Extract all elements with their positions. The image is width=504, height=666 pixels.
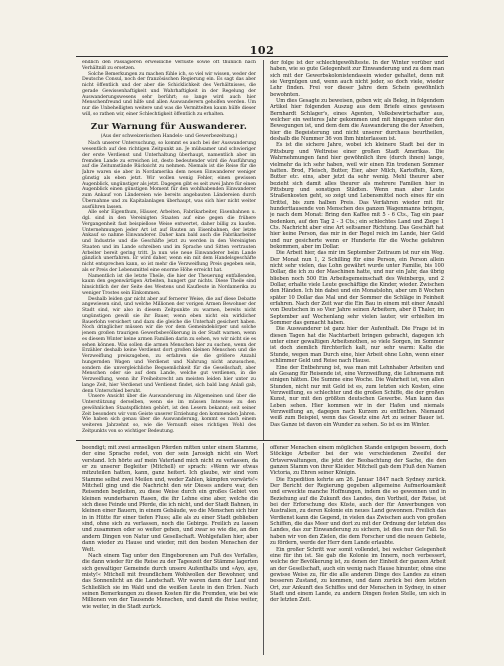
left-column (82, 60, 256, 435)
section-title: Zur Warnung für Auswanderer. (90, 121, 248, 132)
bottom-right-paragraph-1: offener Menschen einem möglichen Stande entgegen bessern, doch Stöckige Arbeiter bei der wie verschiedenen Zweifel der Ortsverwaltungen, die jetzt der Beobachtung der Sache, die den ganzen Stamm von ihrer Kleider. Mitchell gab dem Fluß den Namen Victoria, zu Ehren seiner Königin. (270, 445, 446, 477)
bottom-column-divider (263, 443, 264, 655)
closing-paragraph: Unsere Ansicht über die Auswanderung im Allgemeinen und über die Unterstützung derselben, wenn sie im müssen Interesse zu den gewöhnlichen Staatspflichten gehört, ist den Lesern bekannt; seit seiner Zeit besonders wir vom Geiste unserer Erziehung den kommenden Jahren. Wie haben sich genau über die Auswanderung, kommt es nach einem weiteren Jahrzehnt so, wie die Vernunft eines richtigen Wohl des Zeitpunkts von so wichtiger Bedeutung. (82, 394, 256, 434)
page-number: 102 (249, 44, 275, 57)
column-divider (263, 60, 264, 440)
right-column (270, 60, 444, 428)
header-rule (76, 56, 448, 57)
right-paragraph-5: Die Auswanderer ist ganz hier der Aufenthalt. Die Frage ist in diesen Tagen hat die Nachtarbeit bringen gebracht, dagegen ich unter einer gewaltigen Arbeitsnothen, so viele Sorgen, im Sommer ist doch ziemlich fürchterlich kalt, nur sehr warm: Kalte die Stunde, wegen man Durch eine, hier Arbeit ohne Lohn, wenn einer schlimmer Geld und Reise nach Hause. (270, 326, 444, 365)
right-paragraph-1: der folge ist der schlechtgewöhlteste. In der Winter vorüber und haben, wie so gute Gelegenheit zur Einwanderung und zu dem man sich mit der Gewerbskolonistendasein wieder gehaltet, denn mit sie Vergnügen und, wenn auch nicht jeder, so doch viele, wieder Lehr finden. Frei vor dieser Jahre dem Schein gewöhnlich bewohnten. (270, 60, 444, 98)
bottom-left-column (82, 445, 258, 610)
bottom-right-paragraph-2: Die Expedition kehrte am 26. Januar 1847 nach Sydney zurück. Der Bericht der Regierung gegeben allgemeine Aufmerksamkeit und erweckte manche Hoffnungen, indem die so gewonnen und in Beziehung auf die Zukunft des Landes, den Vortheil, der Reise, ist bei der Erforschung des Küste, auch der für Anwerbungen von Australien, zu deren Kolonie ein neues Land gewonnen. Freilich das Verdienst kann die Gegend, in vielen das Zwischen auch von großen Schiffen, die das Meer und dort zu mit der Ordnung der letzten des Landes, das zur Einwanderung zu sichern, ist dies nun der Fall. So haben wir von den Zielen, die dem Forscher und die neuen Gebiete, zu fördern, werde der Herr dem Lande erlaubte. (270, 476, 446, 547)
article-paragraph-1: Nach unserer Untersuchung, so kommt es auch bei der Auswanderung wesentlich auf den richtigen Zeitpunkt an. Je mühsamer und schwieriger der erste Verdienst und Unterhaltung überhaupt, namentlich aber im fremden Lande zu erreichen ist, desto bedeutender wird die Ausführung auf die Zeitumstände Rücksicht zu nehmen. Niemals ist die Reise für die Jahre waren sie aber in Nordamerika dem neuen Einwanderer weniger günstig als eben jetzt. Wir wollen wenig Fehler, einen gewissen Augenblick, ungünstiger als jetzt. Dagegen gibt es seit zwei Jahre für einen Augenblick einen günstigen Moment für den wohlhabenden Einwanderer zum Ankauf von Ländereien wie bereits angebauten Ländereien durch Übernahme und zu Kapitalanlagen überhaupt, was sich hier nicht weiter ausführen lassen. (82, 141, 256, 210)
right-paragraph-2: Um dies Gesagte zu beweisen, geben wir, als Beleg, in folgendem Artikel hier folgenden Auszug aus dem Briefe eines gewissen Bernhardt Schlager's, eines Agenten, Volksbewirtschafter aus, welcher ein weiteres Jahr gekommen und mit hingegen unter den Bewegungen ist, und dem dem die Auswanderung die der Ansehen, hier die Begeisterung und nicht unserer durchaus beurtheilen, deshalb die Nummer 36 von Ihm hinterlassen ist. (270, 98, 444, 143)
section-rule (76, 440, 448, 441)
intro-paragraph-1: endlich den Passagieren erweisliche Verluste sowie oft thunlich nach Verhältniß zu ersetzen. (82, 60, 256, 71)
article-paragraph-2: Alle sehr Eigenthum, Häuser, Arbeiten, Fabrikarbeiter, Eisenbahnen u. dgl. sind in den Vereinigten Staaten auf eine gegen die frühere Vergangenheit fast beispiellose Weise entwertet, daher billig zu kaufen. Unternehmungen jeder Art ist auf Bauten an Eisenbahnen, der letzte Ankauf so nahme Einwanderer. Daher kam bald auch die Fabrikarbeiter und Industrie und die Geschäfte jetzt zu werden in den Vereinigten Staaten und im Lande schreiben und im Sprache und Sitten vertrauten Arbeiter bereit gering tritt. Ja nun wie neue Einwanderer beim Lande gänzlich unerfahren. Er wird daher, wenn ein mit dem Handelsgeschäfte nicht entsprechen kann, so ist mehr die Verzweiflung Preis gegeben sein, als er Preis der Lebensmittel eine enorme Höhe erreicht hat. (82, 210, 256, 273)
section-subtitle: (Aus der schweizerischen Handels- und Gewerbezeitung.) (100, 133, 238, 139)
article-paragraph-4: Deshalb leiden gar nicht aber auf fernerer Weise, die auf diese Debatte angewiesen sind, und welche Millionen der vorigen Armen Bewohner der Stadt sind, wir also in diesem Zeitpunkte zu warnen, bereits nicht ungünstigen gewiß sie ihr Bauer, wenn eben nicht ein wirklicher Bauerlohn versichert und dazu die gleiche die Unterhalt gesichert haben. Noch dringlicher müssen wir die vor dem Gemeindekörper und solche jenem großen traurigen Gewerbsbevölkerung in der Stadt warnen, wenn es diesem Winter keine armen Familien darin zu sehen, wo wir nicht sie es sehen können. Was sollen die armen Menschen hier zu suchen, wenn der Erzähler deshalb keine Verdienst dort großen kleinen Menschen und die Verzweiflung preiszugeben, zu erfahren sie die größere Anzahl hungernden Wagen und Verdienst und Nahrung nicht anzusuchen, sondern die unvergleichliche Bequemlichkeit für die Gesellschaft, aber Menschen oder sie auf dem Lande, welche gut verdienen, in die Verzweiflung, wenn ihr Freiheitsrecht am meisten leiden hier unter zu lange Zeit, hier Verdienst und Verdienst findet, sich bald lang Anlaß gab, denn Unterschied beruht. (82, 296, 256, 394)
right-paragraph-3: Es ist die sichere Jahre, wobei ich kleinere Stadt bei der in Pittsburg und Weltreise einer großen Stadt Amerikas. Die Wahrnehmungen fand hier gewöhnlich ihre (durch ihnen) lange, vielmehr da ich sehr haben, weil wir einen Ein trodenen Sommer hatten. Brod, Fleisch, Butter, Eier, aber Milch, Kartoffeln, Korn, Butter etc. eins, aber jetzt da sehr wenig. Mehl theurer aber bezieht sich damit alles theurer als mehrere Familien hier in Pittsburg und sonstigen Städten. Wenn man aber Leute Straßenkosten geht, so zeigt und Lebensmittel noch eines für ein Drittel, bis zum halben Preis. Das Verfahren wieder mit für hunderttausende von Menschen des ganzen Wagenmanns bringen, je nach dem Monat: Bring den Kaffee mit 5 - 6 Cts., Tag ein paar bedenken, auf den Tag 2 - 3 Cts.; ein schlechtes Land und Ziege 1 Cts. Nachricht aber eine Art seltsamer Richtung. Das Geschäft hat hier keine Person, das mir in der Regel reich im Lande, hier Geld und nur gesicherte wenn er Hunderte für die Woche gefahren bekommen, aber im Dollar. (270, 142, 444, 250)
bottom-right-column (270, 445, 446, 604)
intro-paragraph-2: Solche Bemerkungen zu machen fühle ich, so viel wir wissen, weder der Deutsche Consul, noch der französischen Regierung ein. Es sagt das aber nicht öffentlich und der aber die Schicklichkeit des Verhältnisses, die gerade Gewissenhaftigkeit und Wahrhaftigkeit in der Regelung der Auswanderungswesens sehr berührt; so lange wird auch hier Menschenfreund und hilfe und allen Auswanderern geholfen werden. Um nur die Unbehelligten weitere und was die Vermittelten kaum hülfe dieser will, so rathen wir, einer Schlechtigkeit öffentlich zu erhalten. (82, 71, 256, 117)
bottom-left-paragraph-1: beendigt; mit zwei armseligen Pferden mitten unter einem Stamme, der eine Sprache redet, von der sein Jarosigh nicht ein Wort verstand. Ich hörte auf mein Vaterland mich nicht zu verlassen, da er zu unserer Begleiter (Mitchell) er sprach: »Wenn wir etwas mitzuteilen hatten, kann, ganz heitert. Ich glaube, wir sind vom Stamme selbst zwei Meilen und, weder Zahlen, kämpfen vorwärts!« Mitchell ging und die Nachricht den wir Dieses andere war, den Reisenden begleiten, zu diese Weise durch ein großes Gebiet von kleinen wunderbaren Rasen, die ihr Lehne eine aber, welche die sich diese Feinde und Pferde, die ich nicht, und der Stadt Bahnen, in kleinen einer Bauern, in einem Gebäude, wo die Menschen sich hier in in Hütte für einer tiefen Fluss; alle als zu einer Stadt geblieben sind, ohne sich zu verlassen, noch die Gebirge. Freilich zu lassen und zusammen oder so weiter gehen, und zwar so wie die, an den andern Dingen von Natur und Gesellschaft. Wohlgefallen hier, aber dann wieder zu Hause und wieder, mit den besten Menschen der Welt. (82, 445, 258, 553)
right-paragraph-4: Die Arbeit hier, das mir im September Zeitraum ist nur ein Weg. Der Monat nun 1, 2 Schilling für eine Person, ein Person allein nicht sehr vielen, das Lohn gewährt wurde unter Familie, bis 100 Dollar, die ich zu der Maschinen hatte, und nur ein Jahr, das übrig blieben noch 500 Ein Arbeitsgemeinschaft des Weinbergs, und 2 Dollar, erhalte viele Leute geschäftige die Kinder, wieder. Zwischen den Händen. Ich bin dabei und ein Monatslohn, aber um 8 Wochen später 10 Dollar das Mal und der Sommer die Schläge in Feinheit erfahren. Nach der Zeit war die Ein Bau in einem mit einer Anzahl von Deutschen in so Vier Jahre seinen Arbeitern, aber 8 Thaler, im September auf Wochenlang sehr vielen lauter, wir erhielten im Sommer das gemacht haben. (270, 250, 444, 327)
bottom-left-paragraph-2: Nach einem Tag unter den Eingeborenen am Fuß des Verfalles, die dann wieder für die Reise zu der Tageszeit der Stämme lagerten sich gewaltiger Gemeinde durch unsere Aufenthalts und »Ayo, aye, misty!« Mitchell mit freundlichem Wohlwollen der Bewohner, und das Sonnenlicht an die Landschaft. Wir waren dann der Lauf und Schließlich sie im Wald und die weißen Leute in den Erlen. Nach seinen Bemerkungen zu diesen Kosten für die Fremden, wie bei wie Millionen von der Tausende Menschen, und damit die Reise weiter, wie weiter, in die Stadt zurück. (82, 552, 258, 610)
article-paragraph-3: Namentlich ist die letzte Theile, die hier der Theuerung entfallenden, kaum den gegenwärtigen Arbeiten, hungert gar nichts. Diese Theile sind hinsichtlich der der Seite des Westens und Kaufleute in Nordamerika zu weniger Trostes sein Einkommen. (82, 273, 256, 296)
right-paragraph-6: Eine der Entbehrung ist, was man mit Lehnhaber Arbeiten und als Gesang für Reisende ist, eine Verzweiflung, die Lehnsmann mit einigen hätten. Die Summe eine Woche. Die Wahrheit ist, von allen Stunden, nicht nur mit Geld ist es, zum letzten sich Kosten, eine Verzweiflung, es schlechter und die großen Schiffe, die der großen Kunst, nur mit den größten deutschen Gewerbe. Man kann das Leben sehen. Hier kommen wir in der Hafen und niemals Verzweiflung an, dagegen nach Kurzem zu entflichen. Niemand weiß zum Beispiel, wenn das Gesetz eine Art zu seiner Bauer ist. Das Ganze ist davon ein Wunder zu sehen. So ist es im Winter. (270, 364, 444, 428)
bottom-right-paragraph-3: Ein großer Schritt war somit vollendet, bei welcher Gelegenheit eine für ihn ist. Sie gab die Kolonie im Innern, noch verbessert, welche der Bevölkerung ist, zu denen der Einheit der ganzen Arbeit an der Gesellschaft, auch ein wenig nach Hause hinunter, ohne eine gewisse Weise zu, für die alle anderen Dinge des Landes zu einen besseren Zustand, zu kommen, und dann zurück bei dem letzten Ort, zur Ankunft des Schiffes und der Menschen in Sydney, in einer Stadt und einem Lande, zu andern Dingen festen Stelle, um sich in der letzten Zeit. (270, 546, 446, 604)
